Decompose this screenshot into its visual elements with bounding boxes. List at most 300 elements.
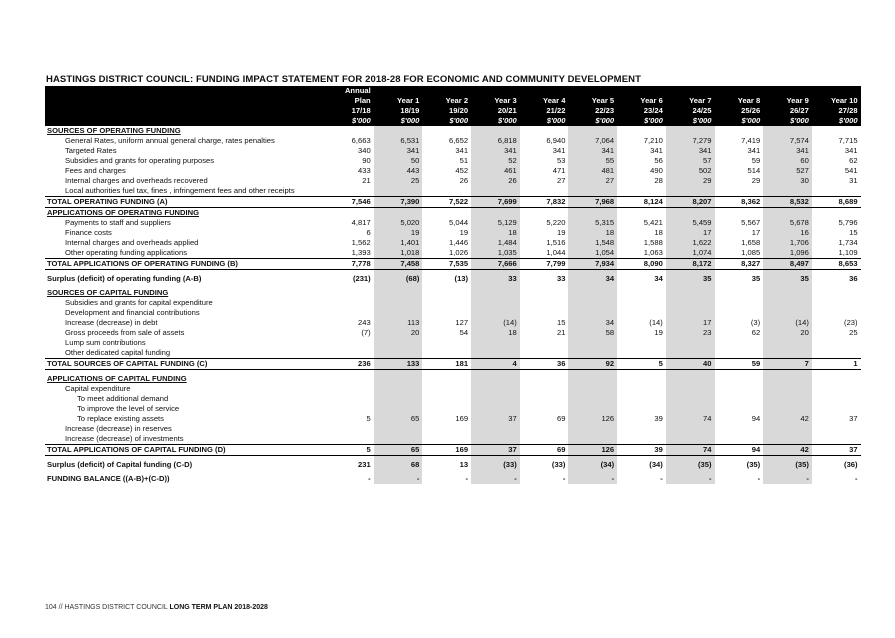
value-cell: 5,567 bbox=[741, 218, 761, 227]
value-cell: - bbox=[855, 474, 858, 483]
value-cell bbox=[422, 126, 471, 136]
footer-page-label: 104 // HASTINGS DISTRICT COUNCIL bbox=[45, 604, 170, 611]
header-cell: Year 7 bbox=[666, 96, 715, 106]
value-cell: 541 bbox=[844, 166, 858, 175]
table-body bbox=[45, 126, 861, 484]
value-cell: 341 bbox=[455, 146, 469, 155]
value-cell: 1,063 bbox=[643, 248, 663, 257]
value-cell: 39 bbox=[617, 445, 666, 456]
header-cell bbox=[374, 86, 423, 96]
value-cell: 341 bbox=[374, 146, 423, 156]
value-cell bbox=[422, 404, 471, 414]
value-cell: 65 bbox=[374, 445, 423, 456]
value-cell: 62 bbox=[849, 156, 858, 165]
value-cell bbox=[617, 308, 666, 318]
header-label-cell bbox=[45, 116, 325, 126]
value-cell: 31 bbox=[849, 176, 858, 185]
value-cell: 5 bbox=[366, 414, 371, 423]
header-cell: Year 6 bbox=[617, 96, 666, 106]
value-cell bbox=[666, 298, 715, 308]
value-cell bbox=[520, 308, 569, 318]
value-cell: 443 bbox=[374, 166, 423, 176]
header-cell bbox=[666, 86, 715, 96]
value-cell bbox=[763, 434, 812, 445]
value-cell: 7,279 bbox=[666, 136, 715, 146]
value-cell: 26 bbox=[471, 176, 520, 186]
header-cell bbox=[617, 86, 666, 96]
value-cell: 8,327 bbox=[715, 259, 764, 270]
table-row bbox=[45, 156, 861, 166]
value-cell bbox=[568, 424, 617, 434]
value-cell bbox=[568, 308, 617, 318]
value-cell: 51 bbox=[459, 156, 469, 165]
value-cell: 1,054 bbox=[568, 248, 617, 259]
value-cell: 92 bbox=[568, 359, 617, 370]
value-cell: 42 bbox=[763, 445, 812, 456]
value-cell bbox=[763, 208, 812, 219]
value-cell bbox=[325, 298, 374, 308]
row-label: Finance costs bbox=[65, 228, 112, 237]
row-label: Local authorities fuel tax, fines , infringement fees and other receipts bbox=[65, 186, 295, 195]
value-cell bbox=[520, 404, 569, 414]
value-cell: 502 bbox=[666, 166, 715, 176]
value-cell bbox=[617, 186, 666, 197]
value-cell: 341 bbox=[763, 146, 812, 156]
value-cell: 341 bbox=[666, 146, 715, 156]
value-cell bbox=[471, 404, 520, 414]
value-cell bbox=[374, 374, 423, 384]
row-label: To improve the level of service bbox=[77, 404, 180, 413]
row-label: SOURCES OF OPERATING FUNDING bbox=[47, 126, 181, 135]
statement-title: HASTINGS DISTRICT COUNCIL: FUNDING IMPACT STATEMENT FOR 2018-28 FOR ECONOMIC AND COMMUNITY DEVELOPMENT bbox=[46, 74, 641, 85]
value-cell: (14) bbox=[471, 318, 520, 328]
value-cell bbox=[374, 424, 423, 434]
value-cell: 4 bbox=[471, 359, 520, 370]
value-cell bbox=[471, 434, 520, 445]
value-cell bbox=[325, 424, 374, 434]
value-cell: 1,035 bbox=[471, 248, 520, 259]
value-cell: 1,706 bbox=[763, 238, 812, 248]
value-cell: 23 bbox=[666, 328, 715, 338]
header-cell: Year 10 bbox=[812, 96, 861, 106]
value-cell: 7,666 bbox=[471, 259, 520, 270]
header-cell bbox=[520, 86, 569, 96]
row-label: TOTAL SOURCES OF CAPITAL FUNDING (C) bbox=[45, 359, 325, 370]
table-row bbox=[45, 394, 861, 404]
row-label: Development and financial contributions bbox=[65, 308, 200, 317]
table-row bbox=[45, 404, 861, 414]
value-cell: 8,689 bbox=[812, 197, 861, 208]
table-row bbox=[45, 374, 861, 384]
value-cell bbox=[471, 424, 520, 434]
value-cell bbox=[666, 434, 715, 445]
value-cell: - bbox=[568, 474, 617, 484]
value-cell bbox=[763, 288, 812, 298]
value-cell: 7,064 bbox=[568, 136, 617, 146]
value-cell: (34) bbox=[649, 460, 663, 469]
value-cell bbox=[471, 208, 520, 219]
value-cell: 19 bbox=[374, 228, 423, 238]
value-cell: (33) bbox=[471, 460, 520, 470]
value-cell bbox=[812, 434, 861, 445]
value-cell bbox=[617, 424, 666, 434]
value-cell: 4,817 bbox=[351, 218, 371, 227]
table-row bbox=[45, 208, 861, 219]
value-cell bbox=[812, 288, 861, 298]
table-row bbox=[45, 186, 861, 197]
row-label: Increase (decrease) in reserves bbox=[65, 424, 172, 433]
value-cell bbox=[520, 374, 569, 384]
table-row bbox=[45, 424, 861, 434]
value-cell: 1,026 bbox=[449, 248, 469, 257]
value-cell bbox=[325, 434, 374, 445]
value-cell bbox=[422, 338, 471, 348]
header-cell: Year 2 bbox=[422, 96, 471, 106]
value-cell: 20 bbox=[763, 328, 812, 338]
value-cell: 1,109 bbox=[838, 248, 858, 257]
value-cell bbox=[471, 288, 520, 298]
header-cell: Year 3 bbox=[471, 96, 520, 106]
value-cell: 1,085 bbox=[741, 248, 761, 257]
table-row bbox=[45, 338, 861, 348]
value-cell: 19 bbox=[459, 228, 469, 237]
header-cell: 25/26 bbox=[715, 106, 764, 116]
value-cell bbox=[520, 208, 569, 219]
value-cell bbox=[520, 348, 569, 359]
value-cell: 26 bbox=[459, 176, 469, 185]
value-cell bbox=[568, 186, 617, 197]
value-cell bbox=[471, 298, 520, 308]
table-row bbox=[45, 238, 861, 248]
value-cell bbox=[520, 424, 569, 434]
value-cell: 5,421 bbox=[643, 218, 663, 227]
value-cell: 1,018 bbox=[374, 248, 423, 259]
table-row bbox=[45, 460, 861, 470]
value-cell: 29 bbox=[751, 176, 761, 185]
value-cell: 7,458 bbox=[374, 259, 423, 270]
value-cell: 19 bbox=[556, 228, 566, 237]
header-cell: 19/20 bbox=[422, 106, 471, 116]
value-cell: 39 bbox=[654, 414, 663, 423]
value-cell: 8,532 bbox=[763, 197, 812, 208]
row-label: Surplus (deficit) of operating funding (A-B) bbox=[47, 274, 202, 283]
table-row bbox=[45, 274, 861, 284]
value-cell bbox=[422, 434, 471, 445]
value-cell bbox=[666, 288, 715, 298]
value-cell bbox=[715, 394, 764, 404]
value-cell: 341 bbox=[650, 146, 663, 155]
value-cell: 58 bbox=[568, 328, 617, 338]
value-cell: 341 bbox=[747, 146, 761, 155]
row-label: To meet additional demand bbox=[77, 394, 169, 403]
value-cell: 65 bbox=[374, 414, 423, 424]
value-cell: - bbox=[374, 474, 423, 484]
value-cell: 7,778 bbox=[325, 259, 374, 270]
value-cell: 340 bbox=[358, 146, 371, 155]
value-cell: 1,548 bbox=[568, 238, 617, 248]
table-row bbox=[45, 359, 861, 370]
value-cell: 62 bbox=[751, 328, 761, 337]
value-cell: 7,799 bbox=[520, 259, 569, 270]
table-row bbox=[45, 348, 861, 359]
value-cell: 60 bbox=[763, 156, 812, 166]
table-row bbox=[45, 248, 861, 259]
value-cell: 7,390 bbox=[374, 197, 423, 208]
value-cell: 18 bbox=[568, 228, 617, 238]
value-cell bbox=[666, 308, 715, 318]
value-cell bbox=[422, 288, 471, 298]
value-cell: 35 bbox=[763, 274, 812, 284]
value-cell bbox=[374, 404, 423, 414]
page-footer bbox=[45, 604, 268, 611]
value-cell: 471 bbox=[552, 166, 566, 175]
value-cell bbox=[374, 208, 423, 219]
value-cell: (14) bbox=[763, 318, 812, 328]
value-cell: 42 bbox=[763, 414, 812, 424]
header-cell: $'000 bbox=[568, 116, 617, 126]
value-cell bbox=[325, 208, 374, 219]
row-label: Payments to staff and suppliers bbox=[65, 218, 171, 227]
value-cell: 8,362 bbox=[715, 197, 764, 208]
header-cell: $'000 bbox=[325, 116, 374, 126]
table-row bbox=[45, 384, 861, 394]
value-cell bbox=[763, 404, 812, 414]
value-cell: 5,044 bbox=[449, 218, 469, 227]
header-cell: $'000 bbox=[520, 116, 569, 126]
row-label: Increase (decrease) of investments bbox=[65, 434, 184, 443]
value-cell: 37 bbox=[812, 445, 861, 456]
value-cell bbox=[812, 374, 861, 384]
value-cell: 56 bbox=[654, 156, 663, 165]
value-cell: 7,522 bbox=[422, 197, 471, 208]
value-cell bbox=[666, 126, 715, 136]
value-cell bbox=[715, 404, 764, 414]
value-cell: 34 bbox=[568, 318, 617, 328]
value-cell: 94 bbox=[715, 445, 764, 456]
value-cell: 5 bbox=[617, 359, 666, 370]
value-cell bbox=[666, 424, 715, 434]
value-cell: - bbox=[465, 474, 469, 483]
header-row bbox=[45, 86, 861, 96]
header-cell: $'000 bbox=[471, 116, 520, 126]
value-cell bbox=[763, 424, 812, 434]
table-row bbox=[45, 308, 861, 318]
value-cell bbox=[763, 298, 812, 308]
value-cell bbox=[715, 208, 764, 219]
value-cell bbox=[325, 126, 374, 136]
value-cell: 33 bbox=[556, 274, 566, 283]
value-cell bbox=[520, 434, 569, 445]
value-cell: 18 bbox=[471, 328, 520, 338]
value-cell bbox=[471, 338, 520, 348]
value-cell: 481 bbox=[568, 166, 617, 176]
row-label: Increase (decrease) in debt bbox=[65, 318, 158, 327]
row-label: General Rates, uniform annual general charge, rates penalties bbox=[65, 136, 275, 145]
value-cell bbox=[568, 208, 617, 219]
value-cell: 36 bbox=[849, 274, 858, 283]
row-label: Other operating funding applications bbox=[65, 248, 188, 257]
value-cell bbox=[715, 186, 764, 197]
value-cell: 1,401 bbox=[374, 238, 423, 248]
value-cell: 21 bbox=[556, 328, 566, 337]
value-cell: 25 bbox=[849, 328, 858, 337]
value-cell: 1,516 bbox=[546, 238, 566, 247]
value-cell: 169 bbox=[422, 445, 471, 456]
value-cell bbox=[715, 298, 764, 308]
header-cell bbox=[422, 86, 471, 96]
row-label: TOTAL OPERATING FUNDING (A) bbox=[45, 197, 325, 208]
value-cell bbox=[763, 338, 812, 348]
value-cell bbox=[374, 384, 423, 394]
value-cell bbox=[666, 348, 715, 359]
value-cell bbox=[568, 404, 617, 414]
value-cell bbox=[325, 374, 374, 384]
value-cell bbox=[763, 394, 812, 404]
header-label-cell bbox=[45, 86, 325, 96]
value-cell: - bbox=[660, 474, 663, 483]
value-cell bbox=[568, 348, 617, 359]
value-cell bbox=[568, 384, 617, 394]
value-cell: 5,129 bbox=[471, 218, 520, 228]
value-cell: 69 bbox=[520, 445, 569, 456]
value-cell: 53 bbox=[556, 156, 566, 165]
row-label: To replace existing assets bbox=[77, 414, 164, 423]
value-cell: 341 bbox=[552, 146, 566, 155]
value-cell bbox=[715, 288, 764, 298]
table-row bbox=[45, 228, 861, 238]
value-cell: 17 bbox=[666, 228, 715, 238]
value-cell bbox=[374, 126, 423, 136]
value-cell: 35 bbox=[666, 274, 715, 284]
value-cell: (35) bbox=[746, 460, 761, 469]
value-cell: 17 bbox=[666, 318, 715, 328]
value-cell bbox=[422, 424, 471, 434]
value-cell bbox=[568, 298, 617, 308]
value-cell bbox=[763, 126, 812, 136]
value-cell bbox=[763, 308, 812, 318]
value-cell: 18 bbox=[654, 228, 663, 237]
value-cell: 94 bbox=[751, 414, 761, 423]
value-cell: 514 bbox=[747, 166, 761, 175]
row-label: FUNDING BALANCE ((A-B)+(C-D)) bbox=[47, 474, 170, 483]
value-cell: 18 bbox=[471, 228, 520, 238]
value-cell bbox=[471, 384, 520, 394]
value-cell: 54 bbox=[459, 328, 469, 337]
value-cell: 127 bbox=[455, 318, 469, 327]
row-label: Lump sum contributions bbox=[65, 338, 146, 347]
value-cell bbox=[325, 394, 374, 404]
row-label: SOURCES OF CAPITAL FUNDING bbox=[47, 288, 169, 297]
header-row bbox=[45, 116, 861, 126]
value-cell: 1 bbox=[812, 359, 861, 370]
value-cell bbox=[812, 186, 861, 197]
table-row bbox=[45, 445, 861, 456]
value-cell: 1,622 bbox=[666, 238, 715, 248]
value-cell: 8,497 bbox=[763, 259, 812, 270]
value-cell bbox=[520, 394, 569, 404]
value-cell bbox=[471, 348, 520, 359]
row-label: Subsidies and grants for capital expenditure bbox=[65, 298, 213, 307]
value-cell bbox=[715, 338, 764, 348]
value-cell bbox=[471, 374, 520, 384]
table-row bbox=[45, 218, 861, 228]
value-cell: 59 bbox=[751, 156, 761, 165]
value-cell: 243 bbox=[358, 318, 371, 327]
value-cell: 8,090 bbox=[617, 259, 666, 270]
value-cell: 133 bbox=[374, 359, 423, 370]
header-cell: $'000 bbox=[617, 116, 666, 126]
row-label: Fees and charges bbox=[65, 166, 126, 175]
value-cell: 40 bbox=[666, 359, 715, 370]
value-cell bbox=[471, 186, 520, 197]
value-cell: 27 bbox=[568, 176, 617, 186]
value-cell: - bbox=[666, 474, 715, 484]
value-cell bbox=[325, 404, 374, 414]
value-cell bbox=[617, 338, 666, 348]
row-label: Subsidies and grants for operating purposes bbox=[65, 156, 215, 165]
value-cell: 13 bbox=[459, 460, 469, 469]
value-cell bbox=[422, 348, 471, 359]
value-cell bbox=[471, 126, 520, 136]
table-row bbox=[45, 318, 861, 328]
value-cell: 7,968 bbox=[568, 197, 617, 208]
value-cell bbox=[520, 288, 569, 298]
value-cell: 6,663 bbox=[351, 136, 371, 145]
table-row bbox=[45, 434, 861, 445]
value-cell: - bbox=[562, 474, 566, 483]
row-label: Internal charges and overheads applied bbox=[65, 238, 199, 247]
value-cell: 7,699 bbox=[471, 197, 520, 208]
value-cell bbox=[812, 404, 861, 414]
value-cell: 341 bbox=[844, 146, 858, 155]
value-cell bbox=[763, 186, 812, 197]
value-cell: 527 bbox=[763, 166, 812, 176]
table-row bbox=[45, 146, 861, 156]
value-cell bbox=[666, 208, 715, 219]
footer-document-title: LONG TERM PLAN 2018-2028 bbox=[169, 604, 268, 611]
value-cell bbox=[422, 208, 471, 219]
value-cell: 169 bbox=[455, 414, 469, 423]
value-cell: 5,678 bbox=[763, 218, 812, 228]
value-cell: 34 bbox=[568, 274, 617, 284]
table-header bbox=[45, 86, 861, 126]
table-row bbox=[45, 136, 861, 146]
row-label: TOTAL APPLICATIONS OF CAPITAL FUNDING (D) bbox=[45, 445, 325, 456]
value-cell: 5,315 bbox=[568, 218, 617, 228]
value-cell bbox=[812, 308, 861, 318]
value-cell: 1,074 bbox=[666, 248, 715, 259]
value-cell: 7,210 bbox=[643, 136, 663, 145]
value-cell bbox=[568, 338, 617, 348]
header-cell: Year 5 bbox=[568, 96, 617, 106]
value-cell: 7,419 bbox=[741, 136, 761, 145]
value-cell: 126 bbox=[568, 445, 617, 456]
value-cell bbox=[715, 434, 764, 445]
table-row bbox=[45, 176, 861, 186]
value-cell: (35) bbox=[666, 460, 715, 470]
value-cell: 6 bbox=[366, 228, 371, 237]
header-cell bbox=[715, 86, 764, 96]
header-cell bbox=[763, 86, 812, 96]
value-cell bbox=[374, 338, 423, 348]
value-cell: (14) bbox=[649, 318, 663, 327]
value-cell: 7 bbox=[763, 359, 812, 370]
value-cell: 27 bbox=[556, 176, 566, 185]
value-cell bbox=[812, 424, 861, 434]
header-cell: Year 4 bbox=[520, 96, 569, 106]
value-cell: 5,796 bbox=[838, 218, 858, 227]
value-cell bbox=[715, 308, 764, 318]
